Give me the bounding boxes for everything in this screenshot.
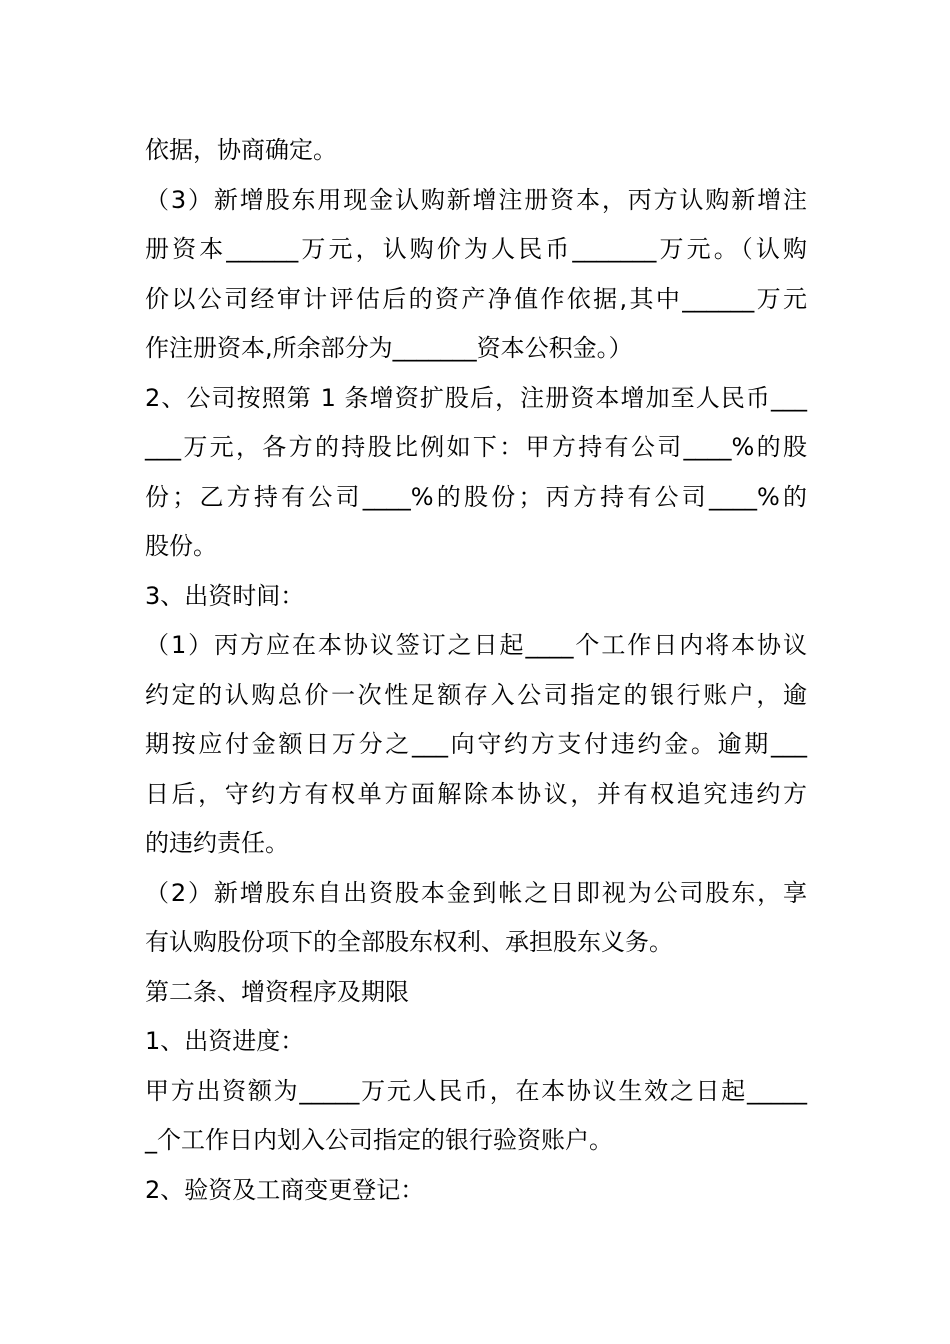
text-line: 册资本______万元，认购价为人民币_______万元。（认购: [145, 235, 807, 263]
text-line: 约定的认购总价一次性足额存入公司指定的银行账户，逾: [145, 680, 807, 709]
text-line: 日后，守约方有权单方面解除本协议，并有权追究违约方: [145, 779, 807, 808]
text-line: 依据，协商确定。: [145, 136, 337, 164]
document-body: [145, 126, 807, 1215]
text-line: 1、出资进度：: [145, 1027, 305, 1055]
text-line: 价以公司经审计评估后的资产净值作依据,其中______万元: [145, 284, 807, 313]
text-line: _个工作日内划入公司指定的银行验资账户。: [145, 1126, 613, 1154]
text-line: 份；乙方持有公司____%的股份；丙方持有公司____%的: [145, 482, 807, 511]
text-line: 股份。: [145, 532, 217, 560]
text-line: 甲方出资额为_____万元人民币，在本协议生效之日起_____: [145, 1076, 807, 1105]
text-line: 有认购股份项下的全部股东权利、承担股东义务。: [145, 928, 673, 956]
text-line: （1）丙方应在本协议签订之日起____个工作日内将本协议: [145, 631, 807, 659]
text-line: 2、验资及工商变更登记：: [145, 1175, 425, 1204]
text-line: ___万元，各方的持股比例如下：甲方持有公司____%的股: [145, 433, 807, 461]
text-line: （3）新增股东用现金认购新增注册资本，丙方认购新增注: [145, 185, 807, 214]
text-line: 期按应付金额日万分之___向守约方支付违约金。逾期___: [145, 730, 807, 758]
text-line: 2、公司按照第 1 条增资扩股后，注册资本增加至人民币___: [145, 383, 807, 412]
text-line: 的违约责任。: [145, 829, 289, 857]
text-line: （2）新增股东自出资股本金到帐之日即视为公司股东，享: [145, 878, 807, 907]
text-line: 3、出资时间：: [145, 581, 305, 610]
section-heading: 第二条、增资程序及期限: [145, 977, 409, 1006]
text-line: 作注册资本,所余部分为_______资本公积金。）: [145, 334, 633, 362]
